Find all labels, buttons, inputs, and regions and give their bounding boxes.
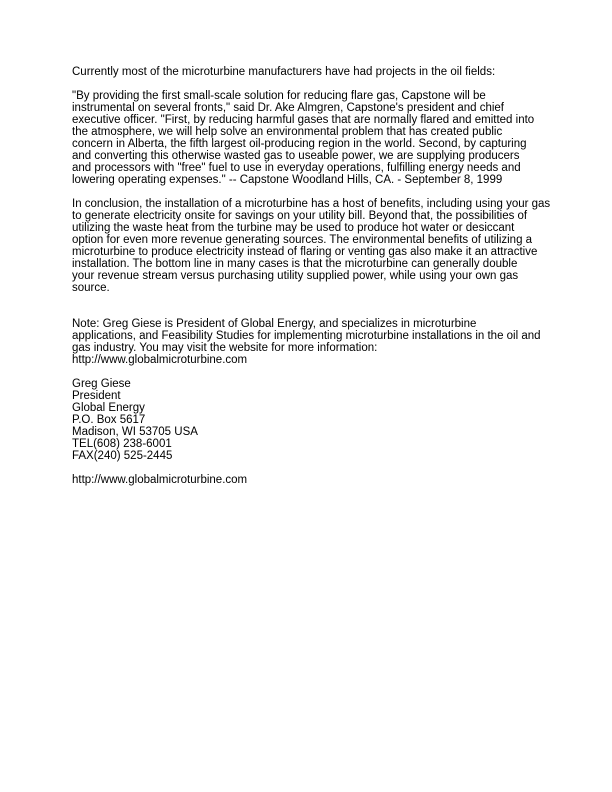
note-line: applications, and Feasibility Studies for implementing microturbine installations in the oil and <box>72 330 541 342</box>
contact-fax: FAX(240) 525-2445 <box>72 450 173 462</box>
quote-line: "By providing the first small-scale solution for reducing flare gas, Capstone will be <box>72 90 486 102</box>
conclusion-line: microturbine to produce electricity instead of flaring or venting gas also make it an attractive <box>72 246 538 258</box>
note-line: Note: Greg Giese is President of Global Energy, and specializes in microturbine <box>72 318 477 330</box>
conclusion-line: utilizing the waste heat from the turbine may be used to produce hot water or desiccant <box>72 222 515 234</box>
conclusion-line: source. <box>72 282 110 294</box>
contact-block <box>72 378 542 462</box>
quote-line: and processors with "free" fuel to use in everyday operations, fulfilling energy needs and <box>72 162 521 174</box>
conclusion-line: installation. The bottom line in many cases is that the microturbine can generally double <box>72 258 518 270</box>
conclusion-paragraph <box>72 198 551 294</box>
quote-line: the atmosphere, we will help solve an environmental problem that has created public <box>72 126 503 138</box>
quote-line: instrumental on several fronts," said Dr. Ake Almgren, Capstone's president and chief <box>72 102 505 114</box>
contact-tel: TEL(608) 238-6001 <box>72 438 172 450</box>
quote-line: lowering operating expenses." -- Capstone Woodland Hills, CA. - September 8, 1999 <box>72 174 503 186</box>
contact-po-box: P.O. Box 5617 <box>72 414 146 426</box>
quote-line: and converting this otherwise wasted gas to useable power, we are supplying producers <box>72 150 520 162</box>
note-paragraph <box>72 318 542 366</box>
website-link: http://www.globalmicroturbine.com <box>72 474 248 486</box>
contact-city: Madison, WI 53705 USA <box>72 426 198 438</box>
note-line: gas industry. You may visit the website for more information: <box>72 342 378 354</box>
intro-paragraph: Currently most of the microturbine manufacturers have had projects in the oil fields: <box>72 66 496 78</box>
conclusion-line: In conclusion, the installation of a microturbine has a host of benefits, including using your gas <box>72 198 551 210</box>
conclusion-line: to generate electricity onsite for savings on your utility bill. Beyond that, the possibilities of <box>72 210 528 222</box>
conclusion-line: your revenue stream versus purchasing utility supplied power, while using your own gas <box>72 270 519 282</box>
quote-line: executive officer. "First, by reducing harmful gases that are normally flared and emitted into <box>72 114 535 126</box>
conclusion-line: option for even more revenue generating sources. The environmental benefits of utilizing a <box>72 234 533 246</box>
quote-line: concern in Alberta, the fifth largest oil-producing region in the world. Second, by capturing <box>72 138 527 150</box>
contact-name: Greg Giese <box>72 378 131 390</box>
contact-company: Global Energy <box>72 402 145 414</box>
contact-title: President <box>72 390 121 402</box>
document-page <box>72 66 551 486</box>
note-link: http://www.globalmicroturbine.com <box>72 354 248 366</box>
quote-paragraph <box>72 90 542 186</box>
